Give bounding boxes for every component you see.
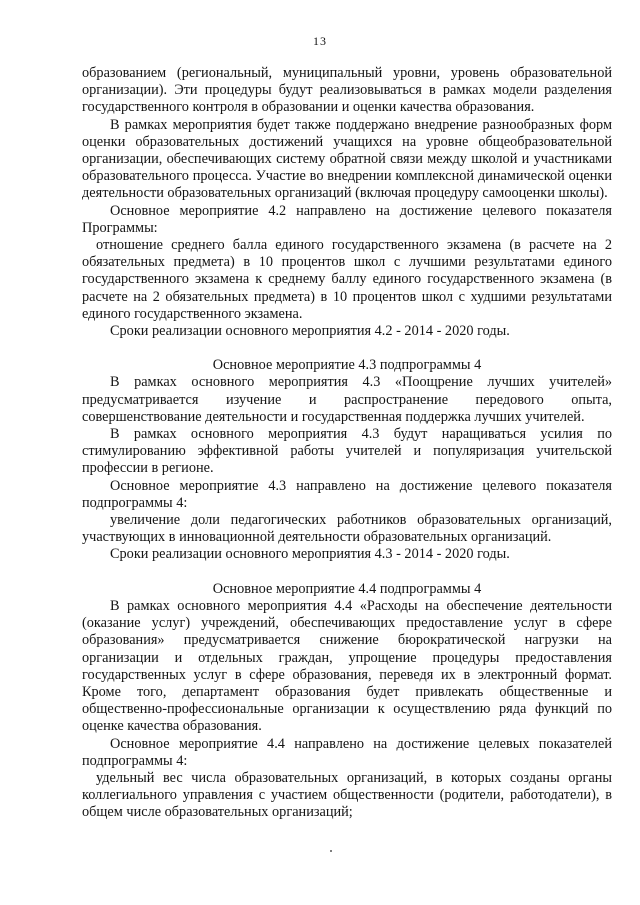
section-heading: Основное мероприятие 4.4 подпрограммы 4 — [212, 580, 482, 597]
paragraph: отношение среднего балла единого государственного экзамена (в расчете на 2 обязательных предмета) в 10 процентов школ с лучшими результатами единого государственного экзамена к среднему баллу единого государственного экзамена (в расчете на 2 обязательных предмета) в 10 процентов школ с худшими результатами единого государственного экзамена. — [82, 237, 612, 322]
paragraph: В рамках мероприятия будет также поддержано внедрение разнообразных форм оценки образовательных достижений учащихся на уровне общеобразовательной организации, обеспечивающих систему обратной связи между школой и участниками образовательного процесса. Участие во внедрении комплексной динамической оценки деятельности образовательных организаций (включая процедуру самооценки школы). — [82, 116, 612, 202]
paragraph: В рамках основного мероприятия 4.3 будут наращиваться усилия по стимулированию эффективной работы учителей и популяризация учительской профессии в регионе. — [82, 426, 612, 477]
page-number: 13 — [313, 34, 327, 48]
section-heading: Основное мероприятие 4.3 подпрограммы 4 — [212, 357, 482, 374]
paragraph: Основное мероприятие 4.3 направлено на достижение целевого показателя подпрограммы 4: — [82, 477, 612, 511]
scan-dot — [330, 850, 332, 852]
page-content — [82, 65, 612, 822]
paragraph: удельный вес числа образовательных организаций, в которых созданы органы коллегиального управления с участием общественности (родители, работодатели), в общем числе образовательных организаций; — [82, 769, 612, 821]
paragraph: Сроки реализации основного мероприятия 4.2 - 2014 - 2020 годы. — [110, 323, 510, 340]
spacer — [82, 564, 612, 581]
paragraph: Основное мероприятие 4.4 направлено на достижение целевых показателей подпрограммы 4: — [82, 735, 612, 769]
paragraph: В рамках основного мероприятия 4.4 «Расходы на обеспечение деятельности (оказание услуг) учреждений, обеспечивающих предоставление услуг в сфере образования» предусматривается снижение бюрократической нагрузки на организации и отдельных граждан, упрощение процедуры предоставления государственных услуг в сфере образования, переведя их в электронный формат. Кроме того, департамент образования будет привлекать общественные и общественно-профессиональные организации к осуществлению ряда функций по оценке качества образования. — [82, 597, 612, 735]
paragraph: Основное мероприятие 4.2 направлено на достижение целевого показателя Программы: — [82, 202, 612, 236]
paragraph: В рамках основного мероприятия 4.3 «Поощрение лучших учителей» предусматривается изучение и распространение передового опыта, совершенствование деятельности и государственная поддержка лучших учителей. — [82, 374, 612, 425]
spacer — [82, 340, 612, 357]
paragraph: Сроки реализации основного мероприятия 4.3 - 2014 - 2020 годы. — [110, 546, 510, 563]
paragraph: образованием (региональный, муниципальный уровни, уровень образовательной организации). Эти процедуры будут реализовываться в рамках модели разделения государственного контроля в образовании и оценки качества образования. — [82, 65, 612, 116]
paragraph: увеличение доли педагогических работников образовательных организаций, участвующих в инновационной деятельности образовательных организаций. — [82, 512, 612, 546]
